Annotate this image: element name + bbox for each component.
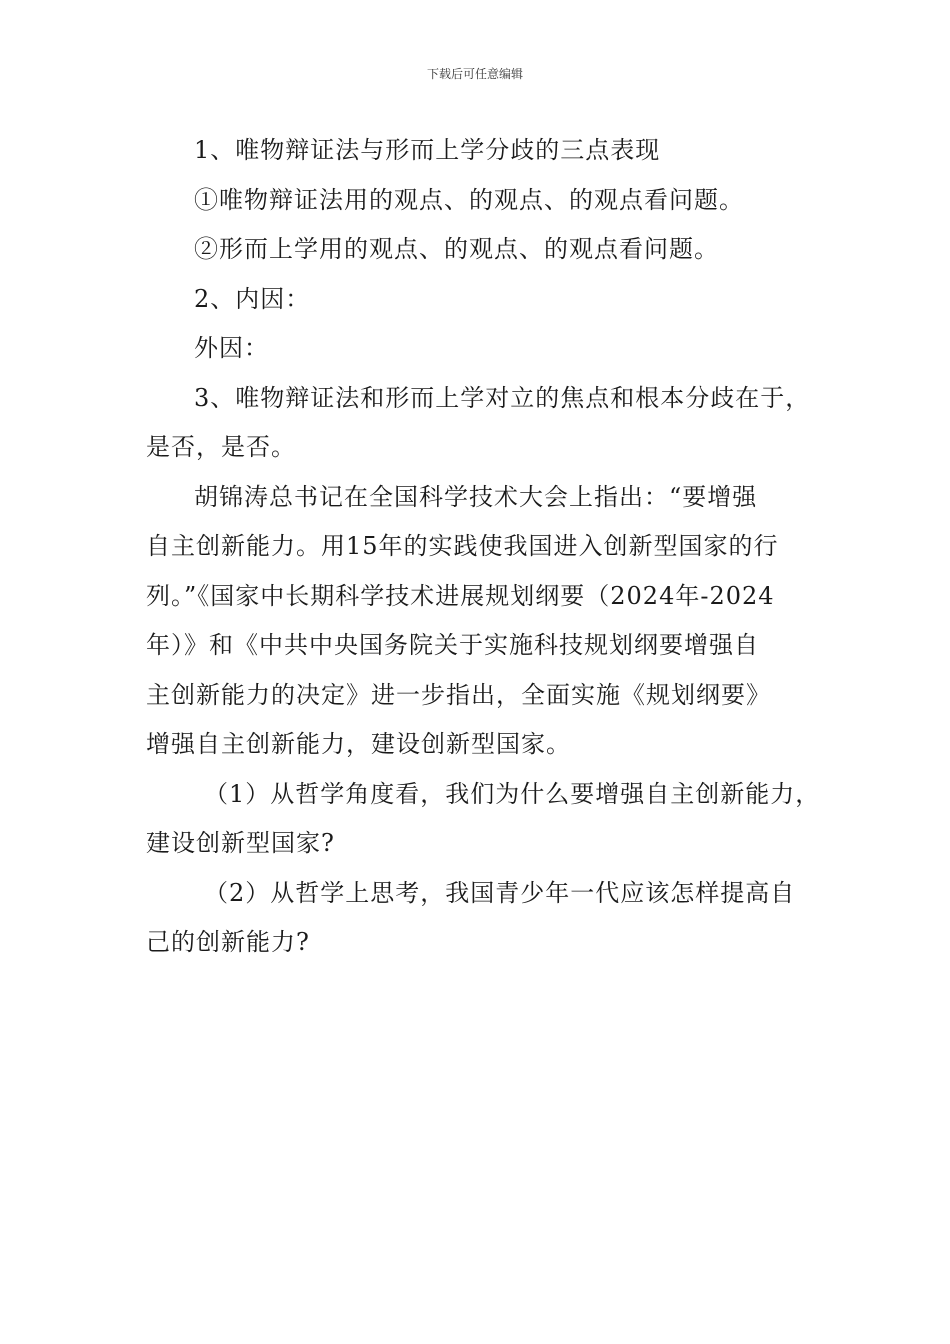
page-header: 下载后可任意编辑 bbox=[426, 67, 523, 81]
question-3-line-2: 是否，是否。 bbox=[146, 433, 296, 461]
sub-question-1-line-1: （1）从哲学角度看，我们为什么要增强自主创新能力， bbox=[204, 779, 821, 808]
sub-question-2-line-1: （2）从哲学上思考，我国青少年一代应该怎样提高自 bbox=[204, 878, 796, 907]
paragraph-line-3: 列。”《国家中长期科学技术进展规划纲要（2024年-2024 bbox=[146, 581, 775, 610]
question-3-line-1: 3、唯物辩证法和形而上学对立的焦点和根本分歧在于， bbox=[194, 383, 811, 412]
question-1-item-1: ①唯物辩证法用的观点、的观点、的观点看问题。 bbox=[194, 185, 744, 214]
sub-question-2-line-2: 己的创新能力? bbox=[146, 928, 310, 956]
paragraph-line-2: 自主创新能力。用15年的实践使我国进入创新型国家的行 bbox=[146, 532, 779, 560]
document-body bbox=[146, 126, 821, 968]
paragraph-line-5: 主创新能力的决定》进一步指出，全面实施《规划纲要》 bbox=[146, 680, 771, 709]
paragraph-line-6: 增强自主创新能力，建设创新型国家。 bbox=[146, 730, 571, 758]
paragraph-line-4: 年）》和《中共中央国务院关于实施科技规划纲要增强自 bbox=[146, 631, 759, 659]
question-2-external: 外因： bbox=[194, 334, 269, 362]
question-1-item-2: ②形而上学用的观点、的观点、的观点看问题。 bbox=[194, 235, 719, 263]
question-1-heading: 1、唯物辩证法与形而上学分歧的三点表现 bbox=[194, 136, 661, 164]
paragraph-line-1: 胡锦涛总书记在全国科学技术大会上指出：“要增强 bbox=[194, 482, 758, 511]
sub-question-1-line-2: 建设创新型国家? bbox=[146, 829, 335, 857]
question-2-internal: 2、内因： bbox=[194, 284, 311, 313]
